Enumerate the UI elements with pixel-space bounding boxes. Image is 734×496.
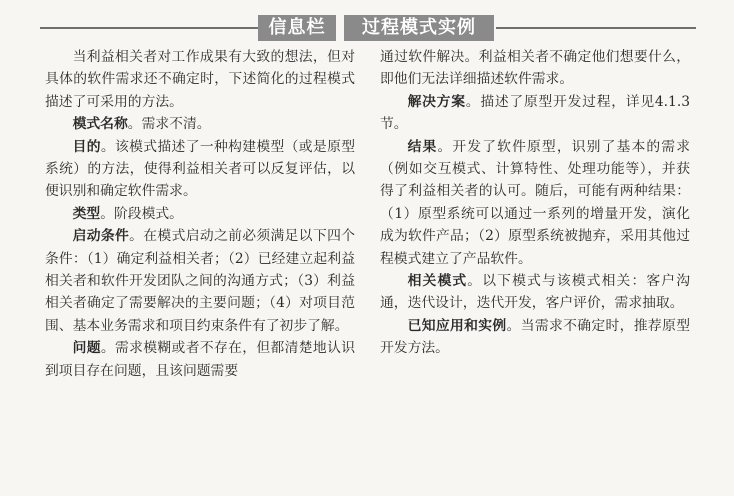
known-uses-label: 已知应用和实例: [407, 317, 507, 334]
header-rule-right: [496, 27, 696, 29]
intro-paragraph: 当利益相关者对工作成果有大致的想法，但对具体的软件需求还不确定时，下述简化的过程模式描述了可采用的方法。: [45, 49, 355, 110]
type-paragraph: 类型。阶段模式。: [72, 205, 183, 222]
sidebar-header: [0, 14, 734, 44]
result-paragraph: 结果。开发了软件原型，识别了基本的需求（例如交互模式、计算特性、处理功能等），并获得了利益相关者的认可。随后，可能有两种结果：（1）原型系统可以通过一系列的增量开发，演化成为软件产品；（2）原型系统被抛弃，采用其他过程模式建立了产品软件。: [380, 138, 691, 267]
intent-label: 目的: [72, 138, 101, 155]
right-column: [380, 46, 690, 360]
solution-label: 解决方案: [407, 93, 466, 110]
header-separator: [336, 15, 344, 41]
sidebar-title: 过程模式实例: [344, 15, 494, 41]
known-uses-paragraph: 已知应用和实例。当需求不确定时，推荐原型开发方法。: [380, 317, 691, 357]
problem-label: 问题: [72, 340, 101, 357]
initial-context-paragraph: 启动条件。在模式启动之前必须满足以下四个条件：（1）确定利益相关者；（2）已经建立起利益相关者和软件开发团队之间的沟通方式；（3）利益相关者确定了需要解决的主要问题；（4）对项目范围、基本业务需求和项目约束条件有了初步了解。: [45, 228, 356, 334]
sidebar-tag: 信息栏: [258, 15, 336, 41]
related-patterns-label: 相关模式: [407, 273, 468, 290]
problem-continued-paragraph: 通过软件解决。利益相关者不确定他们想要什么，即他们无法详细描述软件需求。: [380, 49, 690, 88]
intent-paragraph: 目的。该模式描述了一种构建模型（或是原型系统）的方法，使得利益相关者可以反复评估，以便识别和确定软件需求。: [45, 138, 356, 200]
problem-paragraph: 问题。需求模糊或者不存在，但都清楚地认识到项目存在问题，且该问题需要: [45, 340, 356, 379]
result-label: 结果: [407, 138, 438, 155]
header-rule-left: [40, 27, 258, 29]
type-label: 类型: [72, 205, 101, 222]
pattern-name-paragraph: 模式名称。需求不清。: [72, 116, 211, 133]
initial-context-label: 启动条件: [72, 228, 130, 245]
pattern-name-label: 模式名称: [72, 116, 128, 133]
related-patterns-paragraph: 相关模式。以下模式与该模式相关：客户沟通，迭代设计，迭代开发，客户评价，需求抽取。: [380, 273, 691, 312]
solution-paragraph: 解决方案。描述了原型开发过程，详见4.1.3节。: [380, 93, 690, 133]
left-column: [45, 46, 355, 382]
